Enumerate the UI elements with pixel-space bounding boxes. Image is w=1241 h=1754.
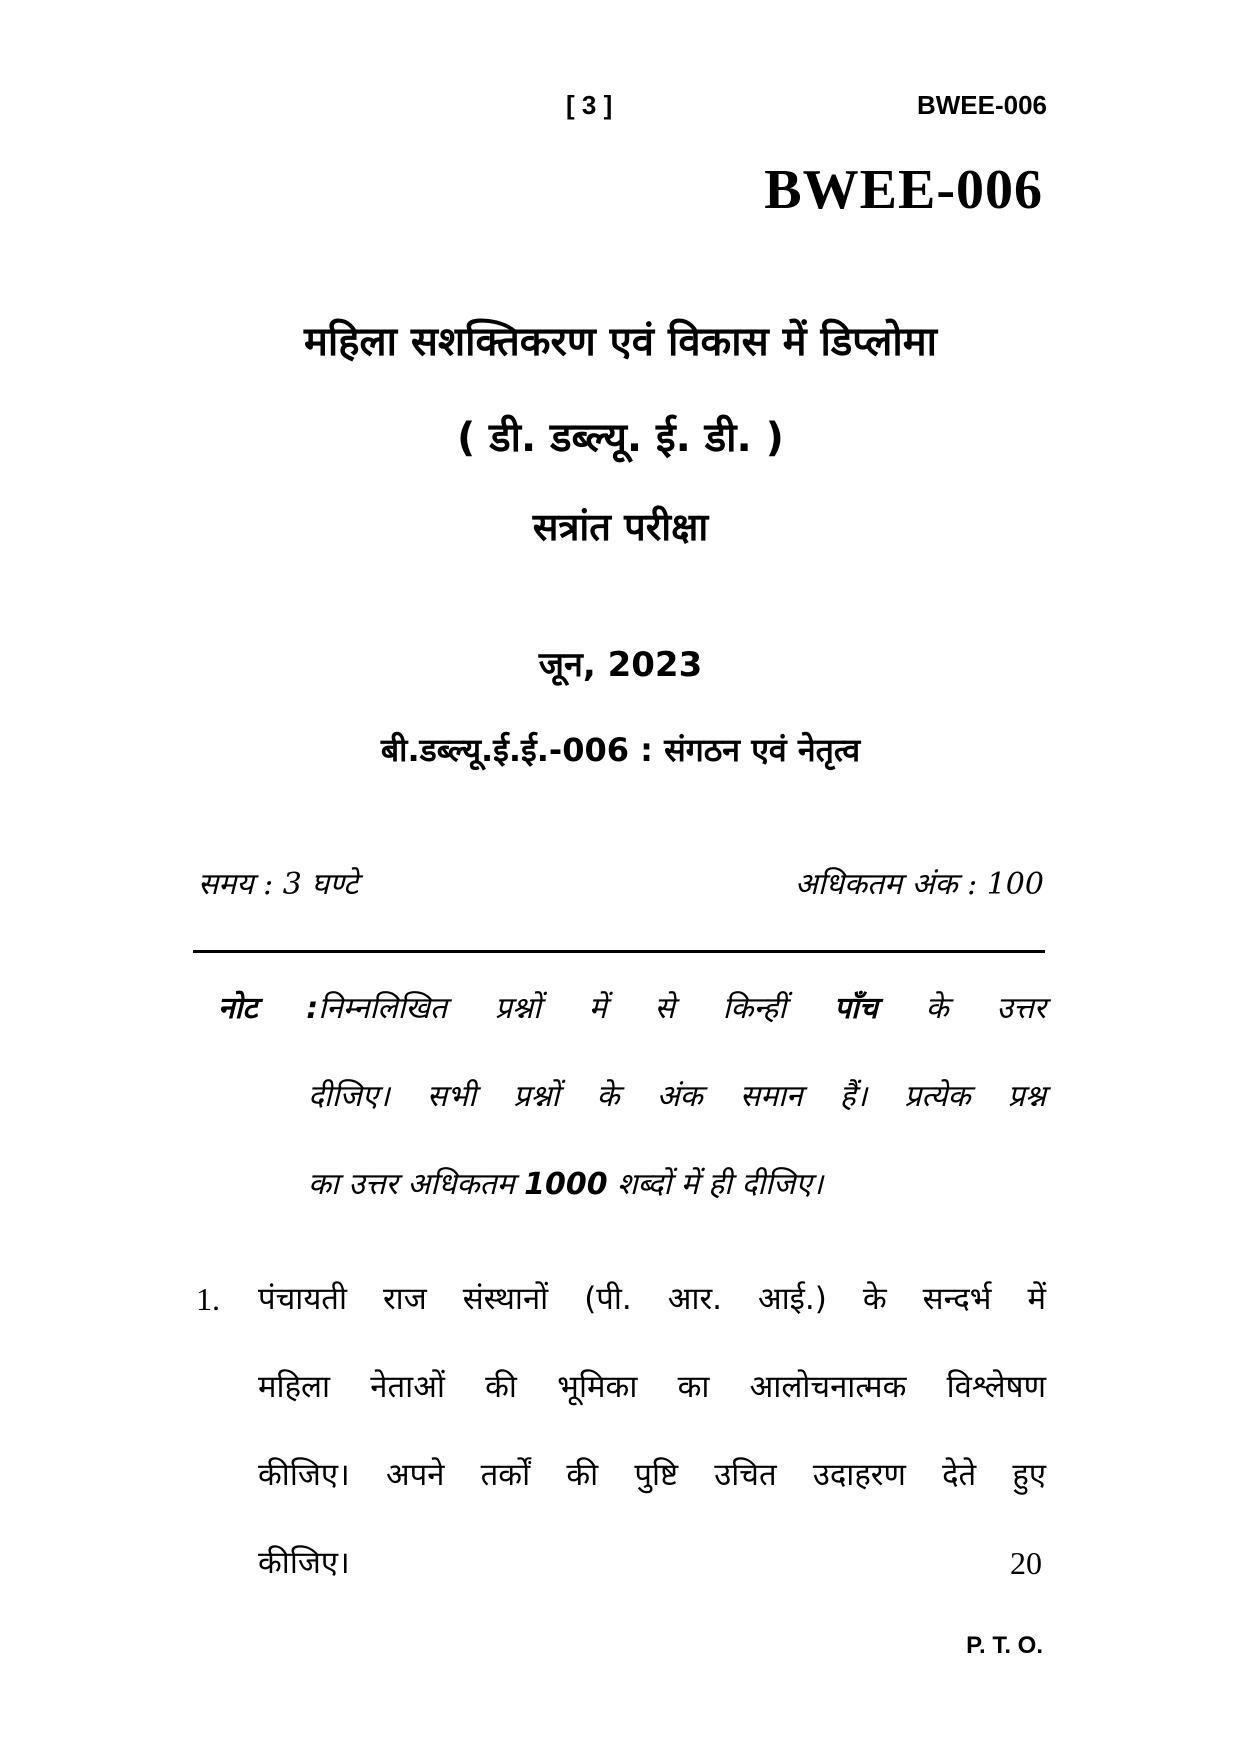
course-title: बी.डब्ल्यू.ई.ई.-006 : संगठन एवं नेतृत्व xyxy=(380,731,861,769)
question-marks: 20 xyxy=(1010,1545,1042,1581)
question-line-last xyxy=(258,1519,1046,1607)
question-line: महिला नेताओं की भूमिका का आलोचनात्मक विश्लेषण xyxy=(258,1369,1046,1405)
programme-abbreviation: ( डी. डब्ल्यू. ई. डी. ) xyxy=(457,415,784,461)
note-text: शब्दों में ही दीजिए। xyxy=(607,1167,824,1202)
note-line-1 xyxy=(218,965,1046,1053)
page-number: [ 3 ] xyxy=(566,90,613,120)
note-emphasis: पाँच xyxy=(833,991,878,1026)
exam-type: सत्रांत परीक्षा xyxy=(532,505,709,549)
question-number: 1. xyxy=(196,1281,220,1317)
note-line-3 xyxy=(218,1141,1046,1229)
note-text: निम्नलिखित प्रश्नों में से किन्हीं xyxy=(318,991,834,1026)
exam-session: जून, 2023 xyxy=(538,645,703,685)
question-line: पंचायती राज संस्थानों (पी. आर. आई.) के सन्दर्भ में xyxy=(258,1281,1046,1317)
course-code-header: BWEE-006 xyxy=(916,90,1047,120)
course-code-title: BWEE-006 xyxy=(764,159,1043,221)
instructions-note xyxy=(218,965,1046,1229)
programme-title: महिला सशक्तिकरण एवं विकास में डिप्लोमा xyxy=(303,319,938,365)
note-label: नोट : xyxy=(218,991,319,1026)
question-text xyxy=(258,1255,1046,1607)
time-allowed: समय : 3 घण्टे xyxy=(198,867,359,902)
note-line-2: दीजिए। सभी प्रश्नों के अंक समान हैं। प्रत्येक प्रश्न xyxy=(308,1079,1046,1114)
please-turn-over: P. T. O. xyxy=(966,1632,1043,1659)
question-line: कीजिए। xyxy=(258,1545,350,1581)
note-emphasis: 1000 xyxy=(524,1167,608,1202)
divider xyxy=(193,950,1045,953)
question-line: कीजिए। अपने तर्कों की पुष्टि उचित उदाहरण देते हुए xyxy=(258,1457,1046,1493)
maximum-marks: अधिकतम अंक : 100 xyxy=(794,867,1044,902)
note-text: के उत्तर xyxy=(877,991,1046,1026)
question-1 xyxy=(196,1255,1046,1607)
note-text: का उत्तर अधिकतम xyxy=(308,1167,525,1202)
